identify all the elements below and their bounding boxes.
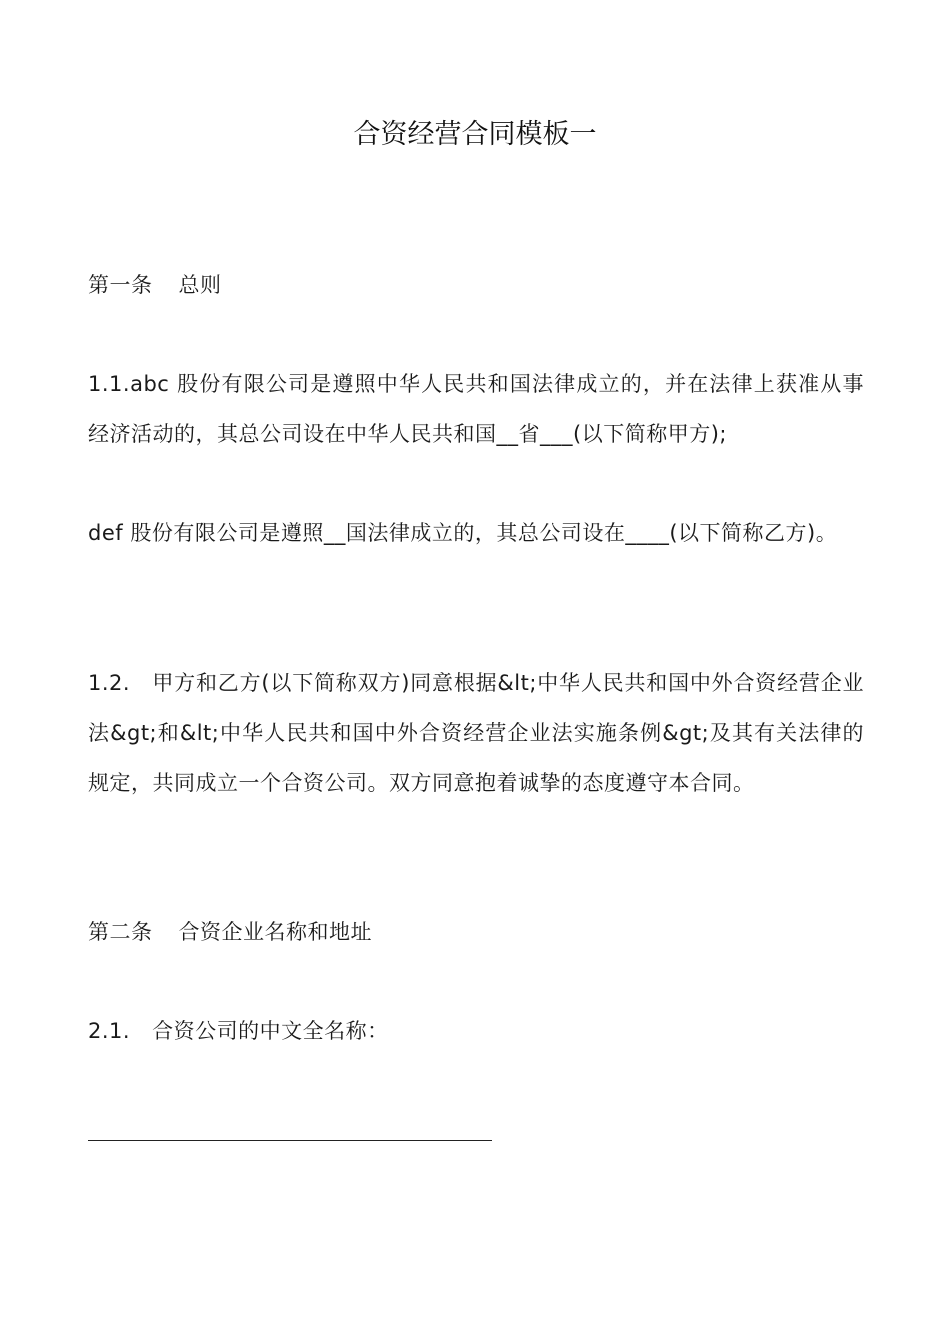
document-title: 合资经营合同模板一 [353,119,597,150]
article-2-heading [88,907,864,957]
clause-1-2-text: 甲方和乙方(以下简称双方)同意根据&lt;中华人民共和国中外合资经营企业法&gt;和&lt;中华人民共和国中外合资经营企业法实施条例&gt;及其有关法律的规定，共同成立一个合资公司。双方同意抱着诚挚的态度遵守本合同。 [88,671,864,795]
fill-in-blank-line [88,1140,492,1141]
clause-1-1-party-b: def 股份有限公司是遵照__国法律成立的，其总公司设在____(以下简称乙方)。 [88,521,838,545]
clause-1-1: 1.1.abc 股份有限公司是遵照中华人民共和国法律成立的，并在法律上获准从事经济活动的，其总公司设在中华人民共和国__省___(以下简称甲方); [88,372,864,446]
article-1-title: 总则 [178,273,222,297]
clause-1-2-number: 1.2. [88,671,131,695]
clause-2-1-text: 合资公司的中文全名称： [152,1019,389,1043]
article-2-title: 合资企业名称和地址 [178,920,372,944]
clause-1-2 [88,658,864,808]
article-1-heading [88,260,864,310]
article-1-number: 第一条 [88,273,153,297]
clause-2-1-number: 2.1. [88,1019,131,1043]
article-2-number: 第二条 [88,920,153,944]
clause-2-1 [88,1006,864,1056]
